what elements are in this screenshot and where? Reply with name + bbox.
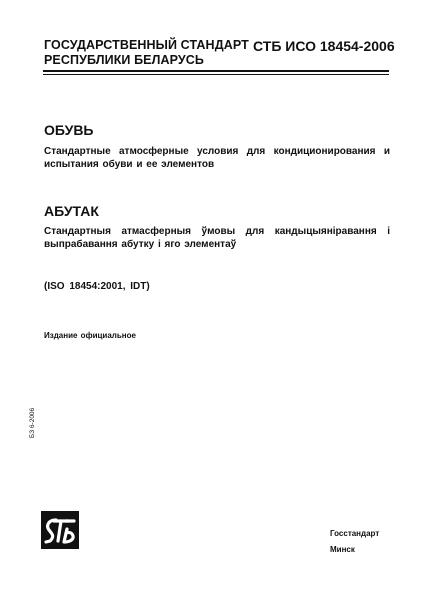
header-standard-title	[44, 38, 249, 68]
russian-title: ОБУВЬ	[44, 122, 94, 138]
side-code: БЗ 6-2006	[29, 407, 36, 438]
logo-graphic	[41, 511, 79, 549]
header-rule-thin	[43, 74, 389, 75]
header-line-2: РЕСПУБЛИКИ БЕЛАРУСЬ	[44, 53, 204, 67]
belarusian-subtitle: Стандартныя атмасферныя ўмовы для кандыцыяніравання і выпрабавання абутку і яго элементаў	[44, 226, 390, 250]
publisher-city: Минск	[330, 545, 355, 554]
gosstandart-logo-icon	[41, 511, 79, 549]
header-line-1: ГОСУДАРСТВЕННЫЙ СТАНДАРТ	[44, 38, 249, 52]
edition-label: Издание официальное	[44, 331, 136, 340]
standard-code: СТБ ИСО 18454-2006	[253, 38, 395, 54]
russian-subtitle: Стандартные атмосферные условия для кондиционирования и испытания обуви и ее элементов	[44, 146, 390, 170]
iso-reference: (ISO 18454:2001, IDT)	[44, 281, 150, 292]
publisher-name: Госстандарт	[330, 529, 380, 538]
header-rule-thick	[43, 70, 389, 72]
belarusian-title: АБУТАК	[44, 203, 99, 219]
